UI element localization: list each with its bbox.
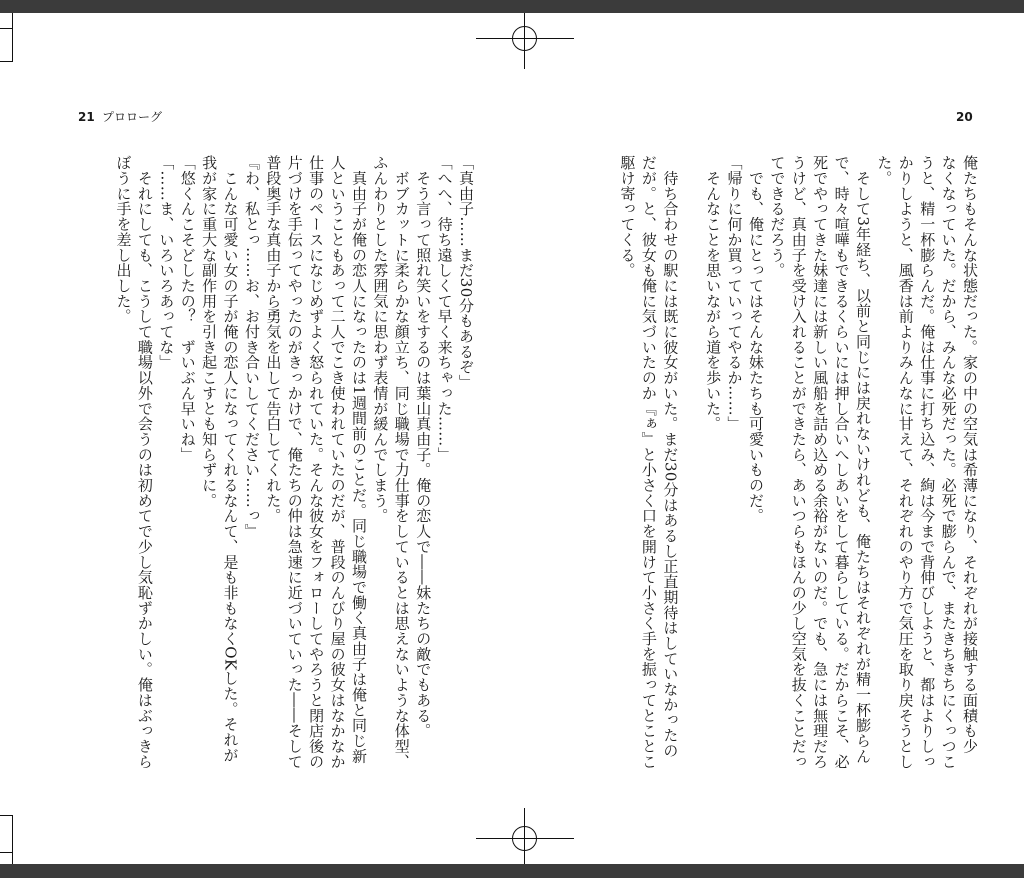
registration-mark-bottom [511,825,538,852]
right-page-number: 20 [956,110,973,124]
top-scan-border [0,0,1024,13]
registration-mark-top [511,25,538,52]
bottom-scan-border [0,864,1024,878]
left-page-number: 21 [78,110,95,124]
right-page-text: 俺たちもそんな状態だった。家の中の空気は希薄になり、それぞれが接触する面積も少 なくなっていた。だから、みんな必死だった。必死で膨らんで、またきちきちにくっつこ うと、精一杯膨らんだ。俺は仕事に打ち込み、絢は今まで背伸びしようと、都はよりしっ かりしようと、風香は前よりみんなに甘えて、それぞれのやり方で気圧を取り戻そうとし た。 そして3年経ち、以前と同じには戻れないけれども、俺たちはそれぞれが精一杯膨らん で、時々喧嘩もできるくらいには押し合いへしあいをして暮らしている。だからこそ、必 死でやってきた妹達には新しい風船を詰め込める余裕がないのだ。でも、急には無理だろ うけど、真由子を受け入れることができたら、あいつらもほんの少し空気を抜くことだっ てできるだろう。 でも、俺にとってはそんな妹たちも可愛いものだ。 「帰りに何か買っていってやるか……」 そんなことを思いながら道を歩いた。 待ち合わせの駅には既に彼女がいた。まだ30分はあるし正直期待はしていなかったの だが。と、彼女も俺に気づいたのか『ぁ』と小さく口を開けて小さく手を振ってとことこ 駆け寄ってくる。 [618,155,979,769]
left-page-text: 「真由子……まだ30分もあるぞ」 「へへ、待ち遠しくて早く来ちゃった……」 そう言って照れ笑いをするのは葉山真由子。俺の恋人で――妹たちの敵でもある。 ボブカットに柔らかな顔立ち、同じ職場で力仕事をしているとは思えないような体型、 ふんわりとした雰囲気に思わず表情が緩んでしまう。 真由子が俺の恋人になったのは1週間前のことだ。同じ職場で働く真由子は俺と同じ新 人ということもあって二人でこき使われていたのだが、普段のんびり屋の彼女はなかなか 仕事のペースになじめずよく怒られていた。そんな彼女をフォローしてやろうと閉店後の 片づけを手伝ってやったのがきっかけで、俺たちの仲は急速に近づいていった――そして 普段奥手な真由子から勇気を出して告白してくれた。 『わ、私とっ……お、お付き合いしてください……っ』 こんな可愛い女の子が俺の恋人になってくれるなんて、是も非もなくOKした。それが 我が家に重大な副作用を引き起こすとも知らずに。 「悠くんこそどしたの？ ずいぶん早いね」 「……ま、いろいろあってな」 それにしても、こうして職場以外で会うのは初めてで少し気恥ずかしい。俺はぶっきら ぼうに手を差し出した。 [114,155,475,769]
running-title: プロローグ [102,110,163,124]
